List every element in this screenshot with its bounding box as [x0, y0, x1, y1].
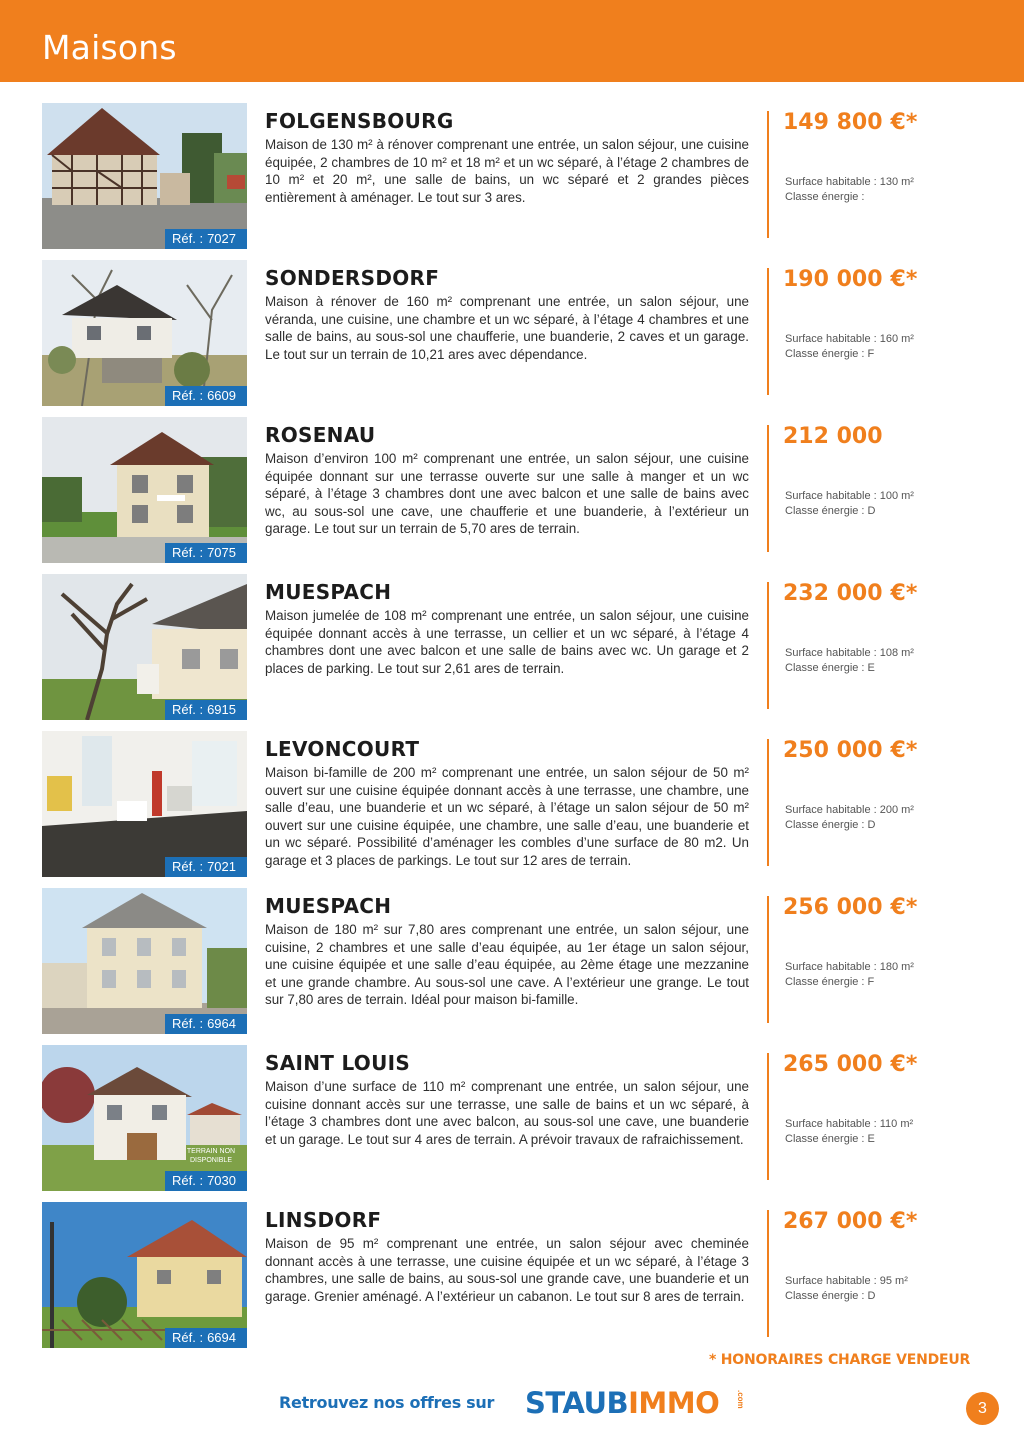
energy-line: Classe énergie : D: [785, 1290, 876, 1302]
listing-price: 250 000 €*: [783, 738, 918, 763]
listing-photo[interactable]: [42, 1202, 247, 1348]
ref-badge: Réf. : 7021: [165, 857, 247, 877]
logo-part-staub: STAUB: [525, 1386, 629, 1420]
listing-card: [0, 103, 1024, 253]
listing-description: Maison de 95 m² comprenant une entrée, un salon séjour avec cheminée donnant accès à une terrasse, une cuisine équipée et un wc séparé, à l’étage 3 chambres, une salle de bains, au sous-sol une grande cave, une buanderie et un garage. Grenier aménagé. A l’extérieur un cabanon. Le tout sur 8 ares de terrain.: [265, 1236, 749, 1304]
listing-facts: [785, 960, 914, 990]
listing-photo[interactable]: [42, 731, 247, 877]
energy-line: Classe énergie : E: [785, 1133, 875, 1145]
listing-price: 149 800 €*: [783, 110, 918, 135]
listing-price: 265 000 €*: [783, 1052, 918, 1077]
listing-facts: [785, 803, 914, 833]
listing-description: Maison d’environ 100 m² comprenant une entrée, un salon séjour, une cuisine équipée donnant sur une terrasse ouverte sur une salle à manger et un wc séparé, à l’étage 3 chambres dont une avec balcon et une salle de bains avec wc, au sous-sol une cave, une chaufferie et une buanderie, à l’extérieur un garage. Le tout sur un terrain de 5,70 ares de terrain.: [265, 451, 749, 536]
logo-suffix: .com: [736, 1390, 745, 1409]
listing-photo[interactable]: [42, 574, 247, 720]
energy-line: Classe énergie : F: [785, 976, 875, 988]
listing-description: Maison de 130 m² à rénover comprenant une entrée, un salon séjour, une cuisine équipée, 2 chambres de 10 m² et 18 m² et un wc séparé, à l’étage 2 chambres de 10 m² et 20 m², une salle de bains, un wc séparé et 2 grandes pièces entièrement à aménager. Le tout sur 3 ares.: [265, 137, 749, 205]
energy-line: Classe énergie : E: [785, 662, 875, 674]
price-divider: [767, 1053, 769, 1180]
house-photo-image: [42, 888, 247, 1034]
surface-line: Surface habitable : 200 m²: [785, 804, 914, 816]
house-photo-image: [42, 417, 247, 563]
listing-description: Maison d’une surface de 110 m² comprenant une entrée, un salon séjour, une cuisine donnant accès sur une terrasse, une salle de bains et un wc séparé, à l’étage 3 chambres dont une avec balcon, au sous-sol une cave, une buanderie et un garage. Le tout sur 4 ares de terrain. A prévoir travaux de rafraichissement.: [265, 1079, 749, 1147]
price-divider: [767, 1210, 769, 1337]
energy-line: Classe énergie : D: [785, 505, 876, 517]
listing-price: 212 000: [783, 424, 883, 449]
ref-badge: Réf. : 6694: [165, 1328, 247, 1348]
listing-price: 232 000 €*: [783, 581, 918, 606]
listing-town: LINSDORF: [265, 1208, 382, 1232]
price-divider: [767, 268, 769, 395]
ref-badge: Réf. : 7075: [165, 543, 247, 563]
ref-badge: Réf. : 6964: [165, 1014, 247, 1034]
ref-badge: Réf. : 6609: [165, 386, 247, 406]
listing-price: 190 000 €*: [783, 267, 918, 292]
listing-card: [0, 574, 1024, 724]
listing-town: SAINT LOUIS: [265, 1051, 411, 1075]
surface-line: Surface habitable : 110 m²: [785, 1118, 914, 1130]
listing-town: LEVONCOURT: [265, 737, 420, 761]
ref-badge: Réf. : 7027: [165, 229, 247, 249]
listing-photo[interactable]: [42, 888, 247, 1034]
fees-note: * HONORAIRES CHARGE VENDEUR: [709, 1352, 971, 1368]
listing-photo[interactable]: [42, 260, 247, 406]
energy-line: Classe énergie :: [785, 191, 865, 203]
page-number: 3: [966, 1392, 999, 1425]
listing-card: [0, 417, 1024, 567]
listing-facts: [785, 489, 914, 519]
listing-price: 256 000 €*: [783, 895, 918, 920]
price-divider: [767, 111, 769, 238]
surface-line: Surface habitable : 160 m²: [785, 333, 914, 345]
listing-price: 267 000 €*: [783, 1209, 918, 1234]
staubimmo-logo[interactable]: [525, 1386, 745, 1422]
house-photo-image: [42, 1202, 247, 1348]
ref-badge: Réf. : 6915: [165, 700, 247, 720]
listing-facts: [785, 1117, 913, 1147]
listing-description: Maison à rénover de 160 m² comprenant une entrée, un salon séjour, une véranda, une cuisine, une chambre et un wc séparé, à l’étage 4 chambres et une salle de bains, au sous-sol une chaufferie, une buanderie, 2 caves et un garage. Le tout sur un terrain de 10,21 ares avec dépendance.: [265, 294, 749, 362]
footer-tagline: Retrouvez nos offres sur: [279, 1393, 495, 1412]
listing-photo[interactable]: [42, 103, 247, 249]
listing-description: Maison de 180 m² sur 7,80 ares comprenant une entrée, un salon séjour, une cuisine, 2 chambres et une salle d’eau équipée, au 1er étage un salon séjour, une cuisine équipée et une salle d’eau équipée, au 2ème étage une mezzanine et une grande chambre. Au sous-sol une cave. A l’extérieur une grange. Le tout sur 7,80 ares de terrain. Idéal pour maison bi-famille.: [265, 922, 749, 1007]
listing-card: [0, 731, 1024, 881]
house-photo-image: [42, 574, 247, 720]
listing-description: Maison bi-famille de 200 m² comprenant une entrée, un salon séjour de 50 m² ouvert sur une cuisine équipée donnant accès à une terrasse, une chambre, une salle d’eau, une buanderie et un wc séparé, à l’étage un salon séjour de 50 m² ouvert sur une cuisine équipée, une chambre, une salle d’eau, une buanderie et un wc séparé. Possibilité d’aménager les combles d’une surface de 80 m2. Un garage et 3 places de parkings. Le tout sur 12 ares de terrain.: [265, 765, 749, 868]
photo-note: TERRAIN NON DISPONIBLE: [186, 1148, 236, 1164]
house-photo-image: [42, 260, 247, 406]
listing-facts: [785, 332, 914, 362]
surface-line: Surface habitable : 180 m²: [785, 961, 914, 973]
price-divider: [767, 896, 769, 1023]
price-divider: [767, 425, 769, 552]
page-title: Maisons: [42, 28, 177, 67]
listing-facts: [785, 646, 914, 676]
listing-description: Maison jumelée de 108 m² comprenant une entrée, un salon séjour, une cuisine équipée donnant accès à une terrasse, un cellier et un wc séparé, à l’étage 4 chambres dont une avec balcon et une salle de bains avec wc. Un garage et 2 places de parking. Le tout sur 2,61 ares de terrain.: [265, 608, 749, 676]
surface-line: Surface habitable : 108 m²: [785, 647, 914, 659]
listing-facts: [785, 1274, 908, 1304]
page-header: [0, 0, 1024, 82]
surface-line: Surface habitable : 100 m²: [785, 490, 914, 502]
surface-line: Surface habitable : 95 m²: [785, 1275, 908, 1287]
energy-line: Classe énergie : F: [785, 348, 875, 360]
listing-photo[interactable]: [42, 417, 247, 563]
listing-card: [0, 1202, 1024, 1352]
listing-town: SONDERSDORF: [265, 266, 440, 290]
energy-line: Classe énergie : D: [785, 819, 876, 831]
price-divider: [767, 739, 769, 866]
interior-photo-image: [42, 731, 247, 877]
listing-card: [0, 260, 1024, 410]
surface-line: Surface habitable : 130 m²: [785, 176, 914, 188]
listing-town: MUESPACH: [265, 580, 392, 604]
price-divider: [767, 582, 769, 709]
listing-card: [0, 1045, 1024, 1195]
listing-facts: [785, 175, 914, 205]
house-photo-image: [42, 103, 247, 249]
ref-badge: Réf. : 7030: [165, 1171, 247, 1191]
house-photo-image: [42, 1045, 247, 1191]
logo-part-immo: IMMO: [628, 1386, 720, 1420]
listing-town: FOLGENSBOURG: [265, 109, 454, 133]
listing-town: MUESPACH: [265, 894, 392, 918]
listing-card: [0, 888, 1024, 1038]
listing-town: ROSENAU: [265, 423, 376, 447]
listing-photo[interactable]: [42, 1045, 247, 1191]
